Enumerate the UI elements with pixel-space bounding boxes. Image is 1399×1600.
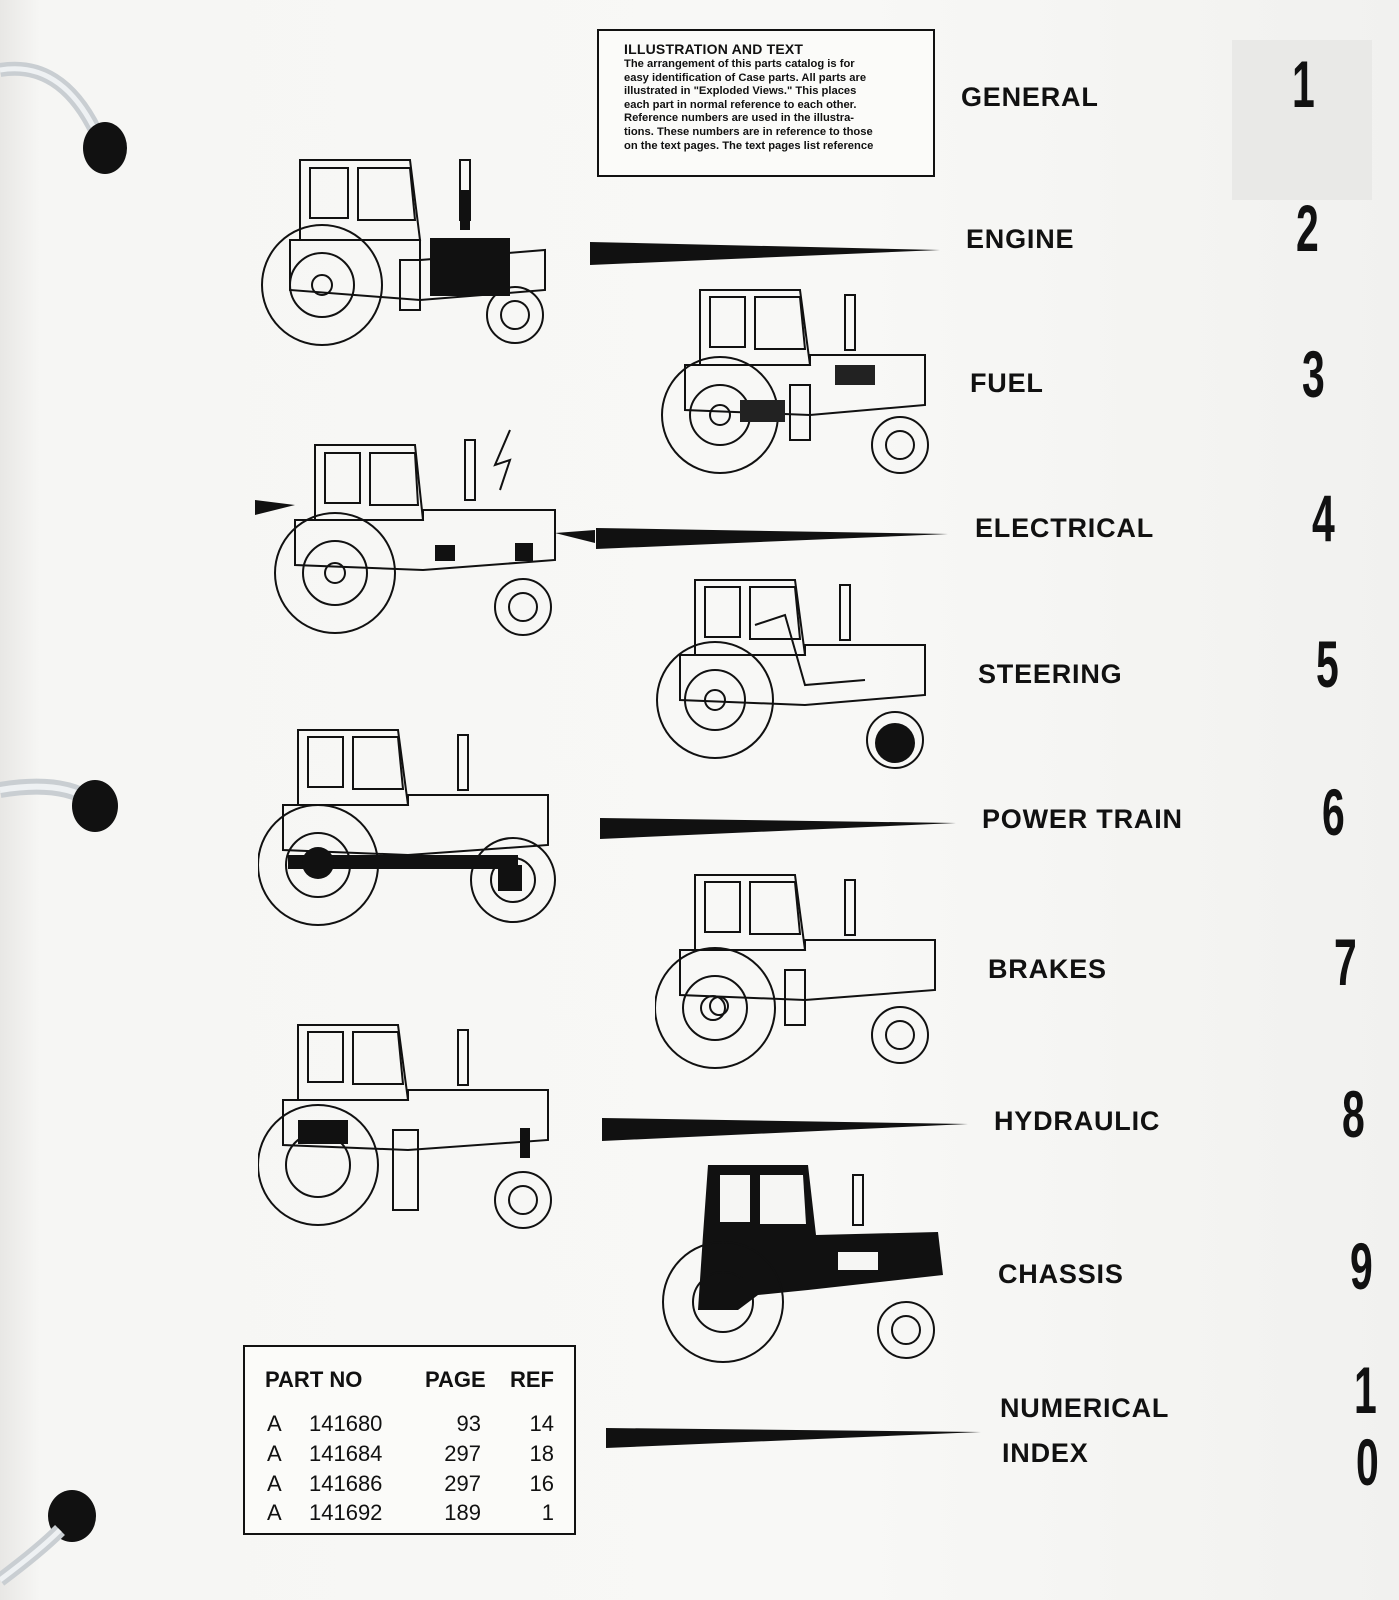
section-label-general[interactable]: GENERAL (961, 82, 1099, 112)
tab-number-9[interactable]: 9 (1350, 1229, 1373, 1303)
row-page: 297 (444, 1471, 481, 1496)
col-header-part-no: PART NO (265, 1367, 363, 1392)
section-label-engine[interactable]: ENGINE (966, 224, 1075, 254)
tractor-illustration-power-train (258, 725, 568, 935)
tractor-illustration-hydraulic (258, 1020, 568, 1235)
tractor-illustration-steering (655, 575, 955, 775)
row-prefix: A (267, 1441, 282, 1466)
table-row (245, 1441, 574, 1471)
table-row (245, 1471, 574, 1501)
pointer-wedge-hydraulic (602, 1114, 972, 1144)
section-label-power-train[interactable]: POWER TRAIN (982, 804, 1183, 834)
tractor-illustration-electrical (255, 425, 595, 640)
binder-ring-middle (0, 770, 150, 850)
tab-number-1[interactable]: 1 (1292, 47, 1315, 121)
section-label-brakes[interactable]: BRAKES (988, 954, 1107, 984)
row-page: 297 (444, 1441, 481, 1466)
tab-number-3[interactable]: 3 (1302, 337, 1325, 411)
row-part-no: 141686 (309, 1471, 383, 1496)
pointer-wedge-power-train (600, 814, 960, 844)
pointer-wedge-index (606, 1424, 986, 1454)
row-part-no: 141680 (309, 1411, 383, 1436)
info-line: The arrangement of this parts catalog is for (624, 58, 855, 70)
tab-number-10a[interactable]: 1 (1354, 1353, 1377, 1427)
row-page: 189 (444, 1500, 481, 1525)
section-label-steering[interactable]: STEERING (978, 659, 1123, 689)
binder-ring-top (0, 50, 150, 180)
tractor-illustration-chassis (658, 1160, 968, 1380)
row-part-no: 141692 (309, 1500, 383, 1525)
tab-number-4[interactable]: 4 (1312, 481, 1335, 555)
row-prefix: A (267, 1500, 282, 1525)
info-box-title: ILLUSTRATION AND TEXT (624, 41, 804, 57)
info-line: easy identification of Case parts. All parts are (624, 71, 867, 84)
tractor-illustration-fuel (660, 285, 960, 485)
row-ref: 18 (529, 1441, 554, 1466)
tractor-illustration-brakes (655, 870, 955, 1080)
section-label-index[interactable]: INDEX (1002, 1438, 1089, 1468)
info-line: each part in normal reference to each other. (624, 98, 857, 111)
illustration-text-box (597, 29, 935, 177)
tab-number-10b[interactable]: 0 (1356, 1425, 1379, 1499)
section-label-numerical[interactable]: NUMERICAL (1000, 1393, 1170, 1423)
info-line: Reference numbers are used in the illustra- (624, 112, 855, 125)
table-row (245, 1500, 574, 1530)
section-label-fuel[interactable]: FUEL (970, 368, 1044, 398)
col-header-ref: REF (510, 1367, 554, 1392)
info-line: tions. These numbers are in reference to those (624, 125, 873, 138)
tab-number-8[interactable]: 8 (1342, 1077, 1365, 1151)
row-ref: 16 (529, 1471, 554, 1496)
table-row (245, 1411, 574, 1441)
tab-number-7[interactable]: 7 (1334, 925, 1357, 999)
section-label-hydraulic[interactable]: HYDRAULIC (994, 1106, 1161, 1136)
row-prefix: A (267, 1411, 282, 1436)
info-box-body (624, 58, 925, 153)
row-page: 93 (456, 1411, 481, 1436)
info-line: illustrated in "Exploded Views." This places (624, 85, 857, 98)
row-ref: 1 (541, 1500, 554, 1525)
row-ref: 14 (529, 1411, 554, 1436)
row-part-no: 141684 (309, 1441, 383, 1466)
pointer-wedge-engine (590, 238, 945, 268)
info-line: on the text pages. The text pages list reference (624, 139, 874, 152)
col-header-page: PAGE (425, 1367, 486, 1392)
row-prefix: A (267, 1471, 282, 1496)
binder-ring-bottom (0, 1490, 150, 1600)
pointer-wedge-electrical (596, 524, 951, 554)
section-label-chassis[interactable]: CHASSIS (998, 1259, 1124, 1289)
tab-number-6[interactable]: 6 (1322, 775, 1345, 849)
tab-number-5[interactable]: 5 (1316, 627, 1339, 701)
tractor-illustration-engine (260, 150, 570, 350)
parts-reference-table (243, 1345, 576, 1535)
tab-number-2[interactable]: 2 (1296, 191, 1319, 265)
section-label-electrical[interactable]: ELECTRICAL (975, 513, 1154, 543)
